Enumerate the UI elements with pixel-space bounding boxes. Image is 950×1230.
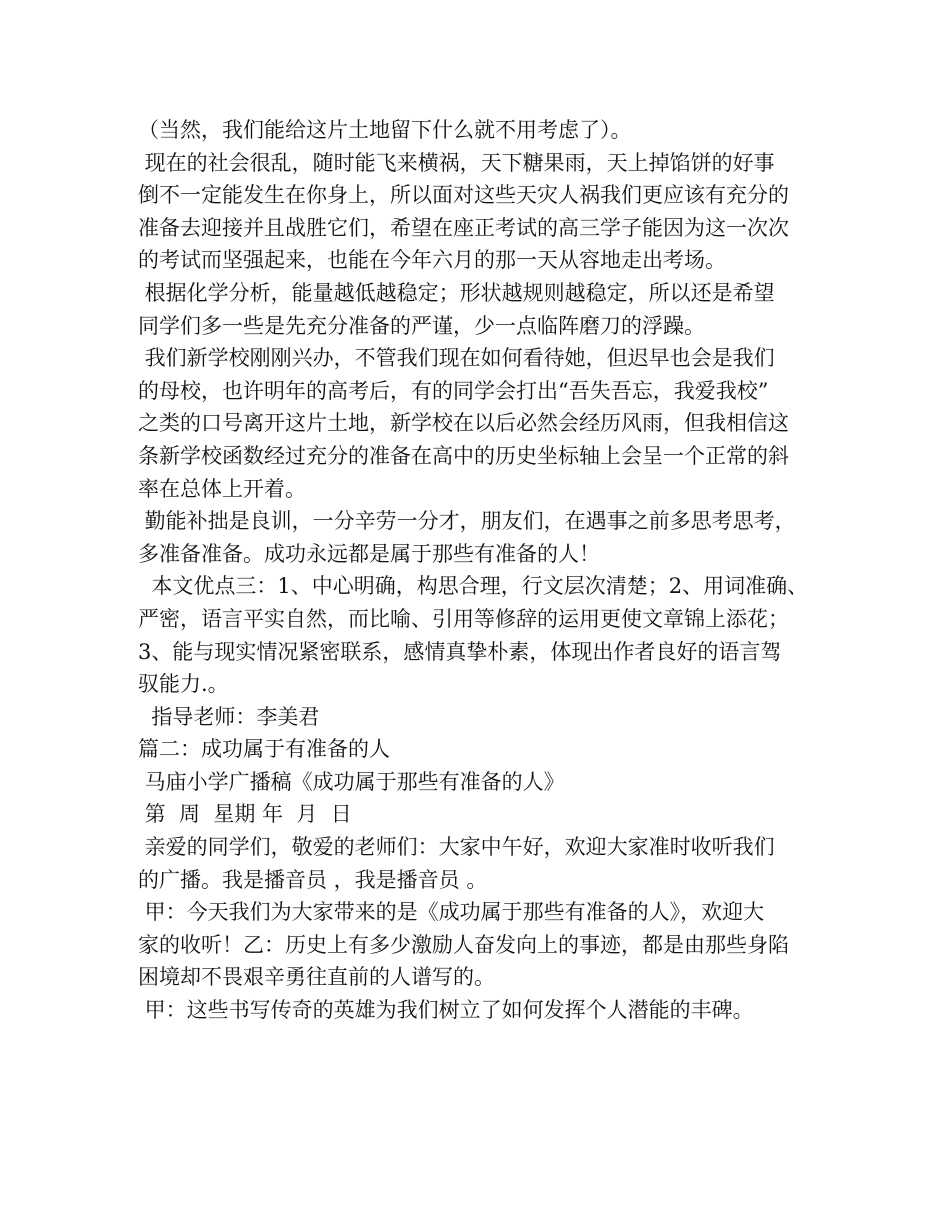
text-line: 驭能力.。 bbox=[138, 672, 229, 697]
text-line: 现在的社会很乱，随时能飞来横祸，天下糖果雨，天上掉馅饼的好事 bbox=[138, 150, 775, 175]
text-line: 甲：今天我们为大家带来的是《成功属于那些有准备的人》，欢迎大 bbox=[138, 900, 765, 925]
text-line: 的广播。我是播音员 ，我是播音员 。 bbox=[138, 867, 488, 892]
text-line: 的母校，也许明年的高考后，有的同学会打出“吾失吾忘，我爱我校” bbox=[138, 378, 769, 403]
text-line: 倒不一定能发生在你身上，所以面对这些天灾人祸我们更应该有充分的 bbox=[138, 183, 789, 208]
text-line: 困境却不畏艰辛勇往直前的人谱写的。 bbox=[138, 965, 495, 990]
text-line: 勤能补拙是良训，一分辛劳一分才，朋友们，在遇事之前多思考思考， bbox=[138, 509, 796, 534]
text-line: 的考试而坚强起来，也能在今年六月的那一天从容地走出考场。 bbox=[138, 248, 726, 273]
text-line: 率在总体上开着。 bbox=[138, 476, 306, 501]
text-line: 马庙小学广播稿《成功属于那些有准备的人》 bbox=[138, 769, 565, 794]
text-line: 严密，语言平实自然，而比喻、引用等修辞的运用更使文章锦上添花； bbox=[138, 606, 789, 631]
text-line: 甲：这些书写传奇的英雄为我们树立了如何发挥个人潜能的丰碑。 bbox=[138, 998, 754, 1023]
text-line: 家的收听！乙：历史上有多少激励人奋发向上的事迹，都是由那些身陷 bbox=[138, 932, 789, 957]
text-line: 3、能与现实情况紧密联系，感情真挚朴素，体现出作者良好的语言驾 bbox=[138, 639, 782, 664]
section-heading: 篇二：成功属于有准备的人 bbox=[138, 737, 390, 762]
text-line: 指导老师：李美君 bbox=[138, 704, 320, 729]
text-line: 我们新学校刚刚兴办，不管我们现在如何看待她，但迟早也会是我们 bbox=[138, 346, 775, 371]
document-body bbox=[138, 114, 838, 1027]
text-line: 同学们多一些是先充分准备的严谨，少一点临阵磨刀的浮躁。 bbox=[138, 313, 705, 338]
text-line: （当然，我们能给这片土地留下什么就不用考虑了）。 bbox=[138, 118, 632, 142]
text-line: 准备去迎接并且战胜它们，希望在座正考试的高三学子能因为这一次次 bbox=[138, 215, 789, 240]
text-line: 第 周 星期 年 月 日 bbox=[138, 802, 352, 827]
text-line: 条新学校函数经过充分的准备在高中的历史坐标轴上会呈一个正常的斜 bbox=[138, 443, 789, 468]
text-line: 亲爱的同学们，敬爱的老师们：大家中午好，欢迎大家准时收听我们 bbox=[138, 835, 775, 860]
text-line: 根据化学分析，能量越低越稳定；形状越规则越稳定，所以还是希望 bbox=[138, 280, 775, 305]
text-line: 多准备准备。成功永远都是属于那些有准备的人！ bbox=[138, 541, 600, 566]
text-line: 之类的口号离开这片土地，新学校在以后必然会经历风雨，但我相信这 bbox=[138, 411, 789, 436]
text-line: 本文优点三：1、中心明确，构思合理，行文层次清楚；2、用词准确、 bbox=[138, 574, 809, 599]
